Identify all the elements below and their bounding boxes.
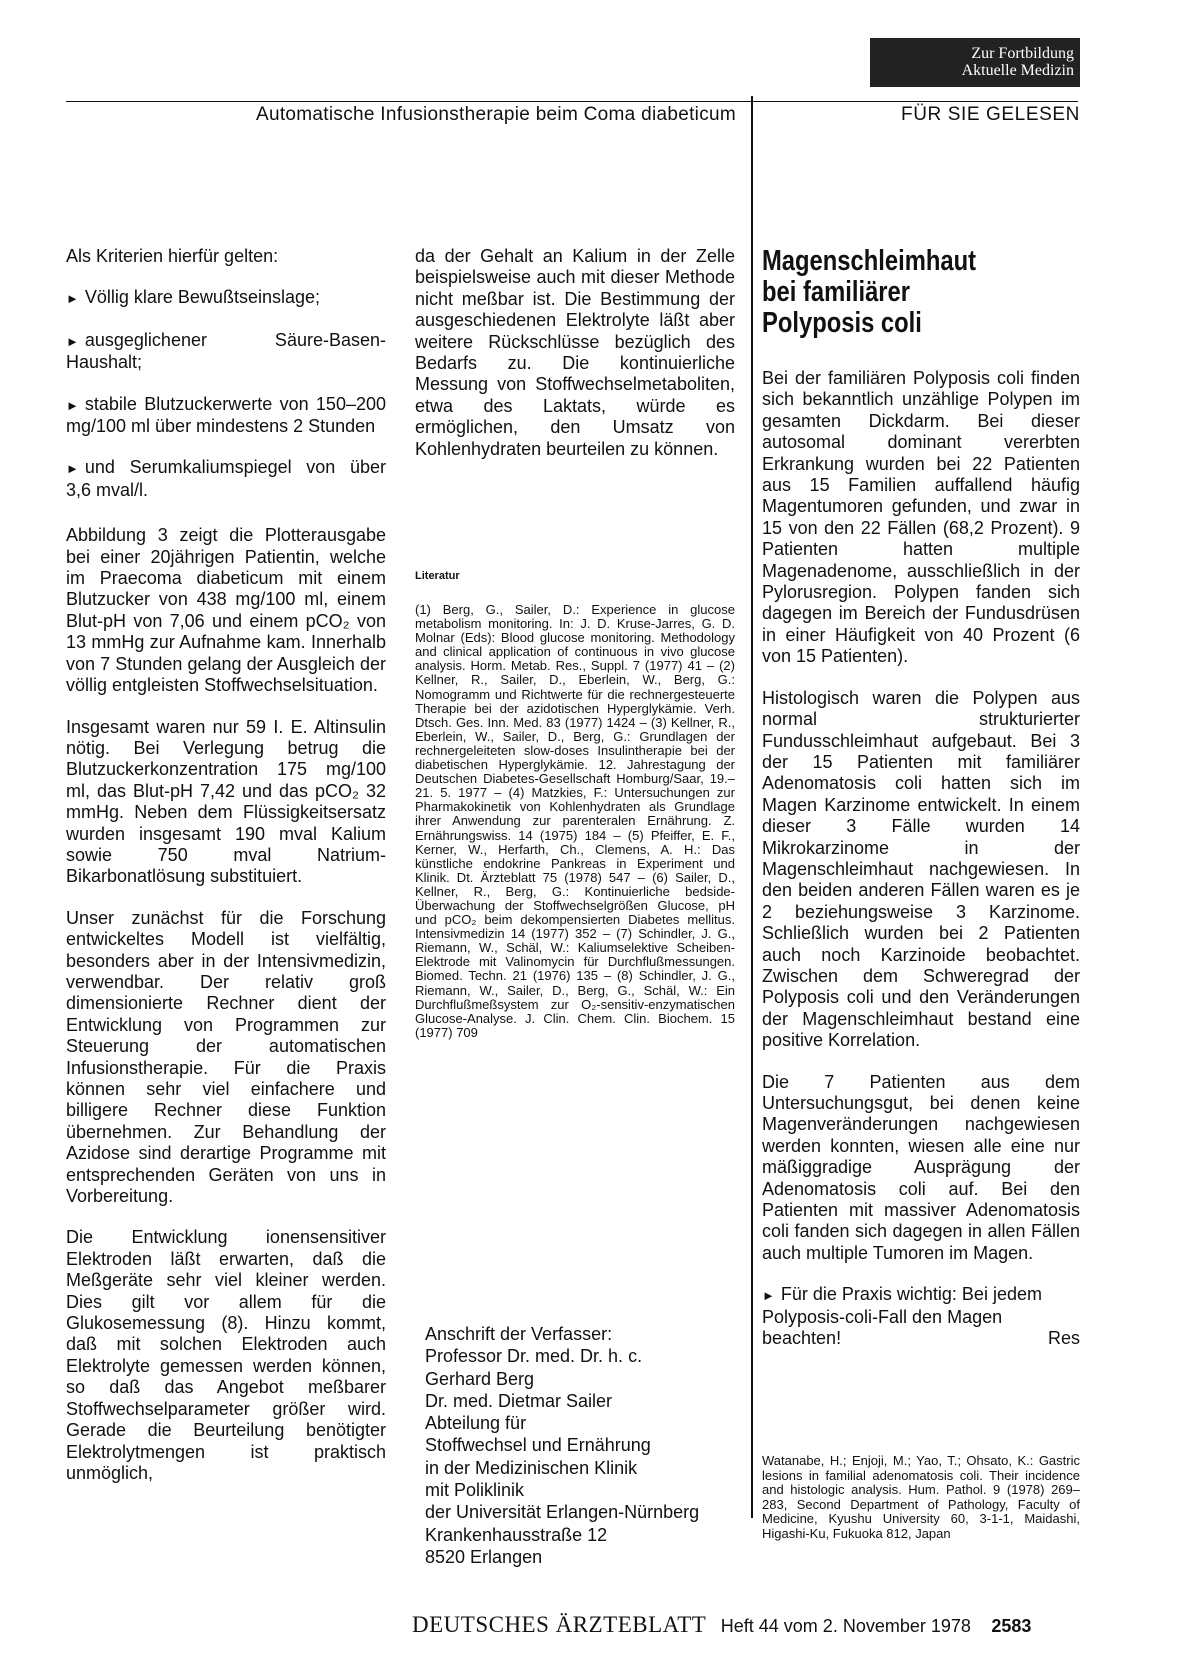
column-1 (66, 246, 386, 1504)
page-footer (412, 1612, 1031, 1638)
issue-info: Heft 44 vom 2. November 1978 (720, 1616, 971, 1636)
badge-line-1: Zur Fortbildung (971, 45, 1074, 62)
section-badge (870, 38, 1080, 87)
criteria-intro: Als Kriterien hierfür gelten: (66, 246, 279, 266)
address-line: Anschrift der Verfasser: (425, 1324, 613, 1344)
criteria-item: ► und Serumkaliumspiegel von über 3,6 mval/l. (66, 457, 386, 500)
paragraph: Unser zunächst für die Forschung entwickeltes Modell ist vielfältig, besonders aber in der Intensivmedizin, verwendbar. Der relativ groß dimensionierte Rechner dient der Entwicklung von Programmen zur Steuerung der automatischen Infusionstherapie. Für die Praxis können sehr viel einfachere und billigere Rechner diese Funktion übernehmen. Zur Behandlung der Azidose sind derartige Programme mit entsprechenden Geräten von uns in Vorbereitung. (66, 907, 386, 1207)
literature-list: (1) Berg, G., Sailer, D.: Experience in glucose metabolism monitoring. In: J. D. Kruse-Jarres, G. D. Molnar (Eds): Blood glucose monitoring. Methodology and clinical application of continuous in vivo glucose analysis. Horm. Metab. Res., Suppl. 7 (1977) 41 – (2) Kellner, R., Sailer, D., Eberlein, W., Berg, G.: Nomogramm und Richtwerte für die rechnergesteuerte Therapie bei der azidotischen Hyperglykämie. Verh. Dtsch. Ges. Inn. Med. 83 (1977) 1424 – (3) Kellner, R., Eberlein, W., Sailer, D., Berg, G.: Grundlagen der rechnergeleiteten slow-doses Insulintherapie bei der diabetischen Hyperglykämie. 12. Jahrestagung der Deutschen Diabetes-Gesellschaft Homburg/Saar, 19.–21. 5. 1977 – (4) Matzkies, F.: Untersuchungen zur Pharmakokinetik von Kohlenhydraten als Grundlage ihrer Anwendung zur parenteralen Ernährung. Z. Ernährungswiss. 14 (1975) 184 – (5) Pfeiffer, E. F., Kerner, W., Herfarth, Ch., Clemens, A. H.: Das künstliche endokrine Pankreas in Experiment und Klinik. Dt. Ärzteblatt 75 (1978) 547 – (6) Sailer, D., Kellner, R., Berg, G.: Kontinuierliche bedside-Überwachung der Stoffwechselgrößen Glucose, pH und pCO₂ beim dekompensierten Diabetes mellitus. Intensivmedizin 14 (1977) 352 – (7) Schindler, J. G., Riemann, W., Schäl, W.: Kaliumselektive Scheiben-Elektrode mit Valinomycin für Durchflußmessungen. Biomed. Techn. 21 (1976) 135 – (8) Schindler, J. G., Riemann, W., Sailer, D., Berg, G., Schäl, W.: Ein Durchflußmeßsystem zur O₂-sensitiv-enzymatischen Glucose-Analyse. J. Clin. Chem. Clin. Biochem. 15 (1977) 709 (415, 602, 735, 1040)
criteria-item: ► ausgeglichener Säure-Basen-Haushalt; (66, 329, 386, 373)
author-address (425, 1323, 745, 1568)
address-line: Professor Dr. med. Dr. h. c. (425, 1346, 643, 1367)
paragraph: da der Gehalt an Kalium in der Zelle beispielsweise auch mit dieser Methode nicht meßbar ist. Die Bestimmung der ausgeschiedenen Elektrolyte läßt aber weitere Rückschlüsse bezüglich des Bedarfs zu. Die kontinuierliche Messung von Stoffwechselmetaboliten, etwa des Laktats, würde es ermöglichen, den Umsatz von Kohlenhydraten beurteilen zu können. (415, 246, 735, 459)
criteria-item: ► stabile Blutzuckerwerte von 150–200 mg/100 ml über mindestens 2 Stunden (66, 393, 386, 437)
page-number: 2583 (991, 1616, 1032, 1636)
paragraph: Die Entwicklung ionensensitiver Elektroden läßt erwarten, daß die Meßgeräte sehr viel kleiner werden. Dies gilt vor allem für die Glukosemessung (8). Hinzu kommt, daß mit solchen Elektroden auch Elektrolyte gemessen werden können, so daß das Angebot meßbarer Stoffwechselparameter größer wird. Gerade die Beurteilung benötigter Elektrolytmengen ist praktisch unmöglich, (66, 1227, 386, 1483)
address-line: Krankenhausstraße 12 (425, 1524, 608, 1545)
article-headline (762, 246, 992, 339)
literature-heading: Literatur (415, 570, 460, 582)
address-line: Stoffwechsel und Ernährung (425, 1435, 651, 1456)
column-divider (751, 96, 753, 1518)
paragraph: Insgesamt waren nur 59 I. E. Altinsulin nötig. Bei Verlegung betrug die Blutzuckerkonzentration 175 mg/100 ml, das Blut-pH 7,42 und das pCO₂ 32 mmHg. Neben dem Flüssigkeitsersatz wurden insgesamt 190 mval Kalium sowie 750 mval Natrium-Bikarbonatlösung substituiert. (66, 716, 386, 887)
triangle-bullet-icon: ► (762, 1288, 775, 1304)
triangle-bullet-icon: ► (66, 291, 79, 307)
running-head: Automatische Infusionstherapie beim Coma diabeticum (256, 104, 736, 125)
address-line: Abteilung für (425, 1413, 527, 1434)
address-line: in der Medizinischen Klinik (425, 1457, 638, 1478)
column-2 (415, 246, 735, 480)
practice-note: ► Für die Praxis wichtig: Bei jedem Polyposis-coli-Fall den Magen beachten! Res (762, 1284, 1080, 1349)
section-label: FÜR SIE GELESEN (901, 104, 1080, 125)
address-line: der Universität Erlangen-Nürnberg (425, 1502, 700, 1523)
headline-line: Polyposis coli (762, 307, 922, 339)
headline-line: bei familiärer (762, 276, 911, 308)
paragraph: Abbildung 3 zeigt die Plotterausgabe bei einer 20jährigen Patientin, welche im Praecoma diabeticum mit einem Blutzucker von 438 mg/100 ml, einem Blut-pH von 7,06 und einem pCO₂ von 13 mmHg zur Aufnahme kam. Innerhalb von 7 Stunden gelang der Ausgleich der völlig entgleisten Stoffwechselsituation. (66, 525, 386, 696)
paragraph: Bei der familiären Polyposis coli finden sich bekanntlich unzählige Polypen im gesamten Dickdarm. Bei dieser autosomal dominant vererbten Erkrankung wurden bei 22 Patienten aus 15 Familien auffallend häufig Magentumoren gefunden, und zwar in 15 von den 22 Fällen (68,2 Prozent). 9 Patienten hatten multiple Magenadenome, ausschließlich in der Pylorusregion. Polypen fanden sich dagegen im Bereich der Fundusdrüsen in einer Häufigkeit von 40 Prozent (6 von 15 Patienten). (762, 368, 1080, 667)
address-line: Gerhard Berg (425, 1368, 535, 1389)
source-reference: Watanabe, H.; Enjoji, M.; Yao, T.; Ohsato, K.: Gastric lesions in familial adenomatosis coli. Their incidence and histologic analysis. Hum. Pathol. 9 (1978) 269–283, Second Department of Pathology, Faculty of Medicine, Kyushu University 60, 3-1-1, Maidashi, Higashi-Ku, Fukuoka 812, Japan (762, 1453, 1080, 1541)
journal-name: DEUTSCHES ÄRZTEBLATT (412, 1612, 707, 1637)
paragraph: Die 7 Patienten aus dem Untersuchungsgut, bei denen keine Magenveränderungen nachgewiesen werden konnten, wiesen alle eine nur mäßiggradige Ausprägung der Adenomatosis coli auf. Bei den Patienten mit massiver Adenomatosis coli fanden sich dagegen in allen Fällen auch multiple Tumoren im Magen. (762, 1071, 1080, 1263)
triangle-bullet-icon: ► (66, 461, 79, 477)
author-signature: Res (1047, 1328, 1080, 1349)
address-line: mit Poliklinik (425, 1480, 525, 1501)
criteria-item: ► Völlig klare Bewußtseinslage; (66, 287, 320, 308)
column-3 (762, 368, 1080, 1369)
triangle-bullet-icon: ► (66, 397, 79, 413)
address-line: 8520 Erlangen (425, 1546, 543, 1567)
headline-line: Magenschleimhaut (762, 245, 977, 277)
address-line: Dr. med. Dietmar Sailer (425, 1390, 613, 1411)
paragraph: Histologisch waren die Polypen aus normal strukturierter Fundusschleimhaut aufgebaut. Bei 3 der 15 Patienten mit familiärer Adenomatosis coli hatten sich im Magen Karzinome entwickelt. In einem dieser 3 Fälle wurden 14 Mikrokarzinome in der Magenschleimhaut nachgewiesen. In den beiden anderen Fällen waren es je 2 beziehungsweise 3 Karzinome. Schließlich wurden bei 2 Patienten auch noch Karzinoide beobachtet. Zwischen dem Schweregrad der Polyposis coli und den Veränderungen der Magenschleimhaut bestand eine positive Korrelation. (762, 687, 1080, 1051)
triangle-bullet-icon: ► (66, 333, 79, 349)
badge-line-2: Aktuelle Medizin (961, 62, 1074, 79)
header-rule (66, 101, 1078, 102)
